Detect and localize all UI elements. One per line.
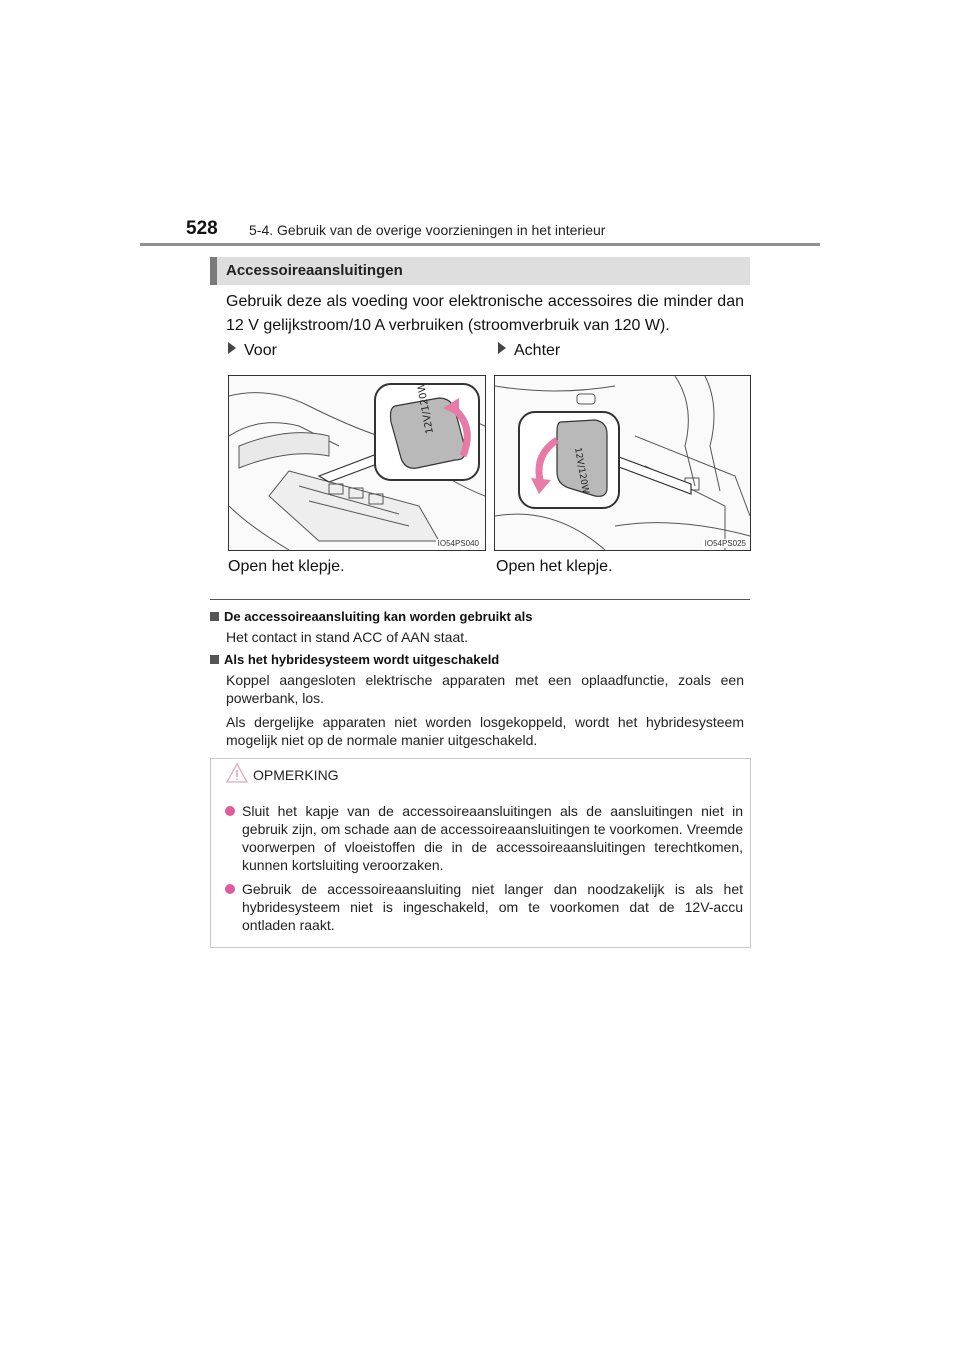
illustration-front xyxy=(228,375,486,551)
rear-console-drawing xyxy=(495,376,750,550)
note-heading-text: Als het hybridesysteem wordt uitgeschakeld xyxy=(224,652,500,667)
circle-bullet-icon xyxy=(225,806,235,816)
intro-paragraph: Gebruik deze als voeding voor elektronische accessoires die minder dan 12 V gelijkstroom/10 A verbruiken (stroomverbruik van 120 W). xyxy=(226,293,744,334)
front-cap-text: 12V/120W xyxy=(416,381,436,435)
topic-title: Accessoireaansluitingen xyxy=(226,262,403,279)
figure-code-front: IO54PS040 xyxy=(437,539,479,548)
rear-cap-closeup xyxy=(557,420,607,496)
note-body: Koppel aangesloten elektrische apparaten met een oplaadfunctie, zoals een powerbank, los. xyxy=(226,672,744,706)
front-console-drawing xyxy=(229,376,485,550)
topic-bar-accent xyxy=(210,257,217,285)
section-title: 5-4. Gebruik van de overige voorzieningen in het interieur xyxy=(249,222,606,238)
page-number: 528 xyxy=(186,218,218,239)
caution-box xyxy=(210,758,751,948)
caption-rear: Open het klepje. xyxy=(496,558,613,575)
note-body: Het contact in stand ACC of AAN staat. xyxy=(226,629,469,645)
header-rule xyxy=(140,243,820,246)
triangle-bullet-icon xyxy=(228,342,236,354)
caution-item xyxy=(225,880,743,934)
triangle-bullet-icon xyxy=(498,342,506,354)
divider xyxy=(210,599,750,600)
rear-cap-text: 12V/120W xyxy=(572,446,591,495)
note-heading xyxy=(210,652,499,667)
caution-item-text: Gebruik de accessoireaansluiting niet langer dan noodzakelijk is als het hybridesysteem niet is ingeschakeld, om te voorkomen dat de 12V-accu ontladen raakt. xyxy=(242,881,743,933)
note-heading-text: De accessoireaansluiting kan worden gebruikt als xyxy=(224,609,533,624)
view-label-front xyxy=(228,342,277,360)
square-bullet-icon xyxy=(210,655,219,664)
view-label-front-text: Voor xyxy=(244,342,277,359)
caution-item xyxy=(225,802,743,874)
illustration-rear xyxy=(494,375,751,551)
warning-triangle-icon xyxy=(225,762,249,784)
view-label-rear-text: Achter xyxy=(514,342,561,359)
figure-code-rear: IO54PS025 xyxy=(704,539,746,548)
caution-title: OPMERKING xyxy=(253,767,339,783)
circle-bullet-icon xyxy=(225,884,235,894)
note-body: Als dergelijke apparaten niet worden losgekoppeld, wordt het hybridesysteem mogelijk niet op de normale manier uitgeschakeld. xyxy=(226,714,744,748)
note-heading xyxy=(210,609,533,624)
caption-front: Open het klepje. xyxy=(228,558,345,575)
view-label-rear xyxy=(498,342,560,360)
topic-title-bar xyxy=(210,257,750,285)
caution-item-text: Sluit het kapje van de accessoireaansluitingen als de aansluitingen niet in gebruik zijn, om schade aan de accessoireaansluitingen te voorkomen. Vreemde voorwerpen of vloeistoffen die in de accessoireaansluitingen terechtkomen, kunnen kortsluiting veroorzaken. xyxy=(242,803,743,873)
square-bullet-icon xyxy=(210,612,219,621)
